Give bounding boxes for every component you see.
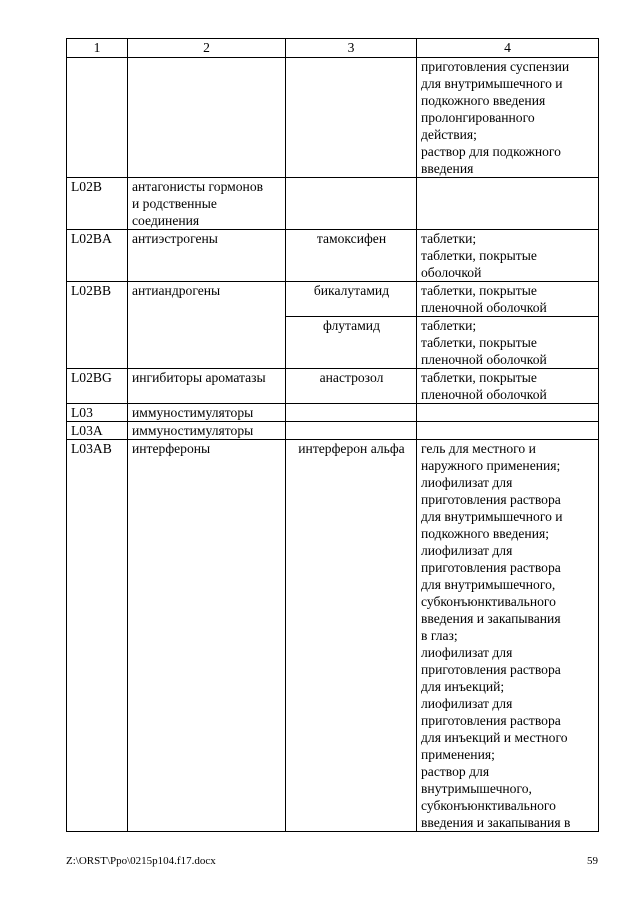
form-line: таблетки, покрытые [421, 283, 537, 298]
form-line: приготовления раствора [421, 662, 561, 677]
form-cell [417, 178, 599, 230]
form-line: подкожного введения [421, 93, 546, 108]
page-number: 59 [587, 855, 598, 867]
form-line: наружного применения; [421, 458, 561, 473]
form-line: подкожного введения; [421, 526, 550, 541]
form-line: внутримышечного, [421, 781, 532, 796]
medicines-table [66, 38, 599, 832]
drug-name: бикалутамид [313, 283, 390, 298]
atc-code-cell: L02B [67, 178, 128, 230]
group-line: иммуностимуляторы [132, 405, 254, 420]
drug-cell [286, 422, 417, 440]
atc-code-cell: L02BA [67, 230, 128, 282]
form-line: приготовления раствора [421, 492, 561, 507]
drug-cell [286, 317, 417, 369]
form-line: в глаз; [421, 628, 458, 643]
form-line: для инъекций; [421, 679, 505, 694]
form-line: оболочкой [421, 265, 482, 280]
group-cell [128, 58, 286, 178]
form-line: действия; [421, 127, 477, 142]
atc-code-cell: L03AB [67, 440, 128, 832]
form-line: введения и закапывания [421, 611, 561, 626]
group-line: ингибиторы ароматазы [132, 370, 266, 385]
drug-name: тамоксифен [316, 231, 387, 246]
form-line: приготовления раствора [421, 560, 561, 575]
form-line: введения и закапывания в [421, 815, 571, 830]
atc-code-cell: L02BG [67, 369, 128, 404]
drug-cell [286, 282, 417, 317]
form-line: раствор для подкожного [421, 144, 561, 159]
group-line: соединения [132, 213, 200, 228]
form-line: лиофилизат для [421, 645, 513, 660]
atc-code-cell: L02BB [67, 282, 128, 369]
column-header: 4 [417, 39, 599, 58]
form-line: гель для местного и [421, 441, 536, 456]
drug-cell [286, 58, 417, 178]
column-header: 1 [67, 39, 128, 58]
drug-cell [286, 404, 417, 422]
table-row [67, 178, 599, 230]
group-cell [128, 282, 286, 369]
group-line: антагонисты гормонов [132, 179, 264, 194]
drug-name: флутамид [323, 318, 380, 333]
footer-file-path: Z:\ORST\Ppo\0215p104.f17.docx [66, 855, 216, 867]
group-line: иммуностимуляторы [132, 423, 254, 438]
group-line: антиэстрогены [132, 231, 218, 246]
group-cell [128, 404, 286, 422]
table-row [67, 230, 599, 282]
atc-code-cell: L03 [67, 404, 128, 422]
drug-cell [286, 440, 417, 832]
group-cell [128, 422, 286, 440]
group-line: и родственные [132, 196, 217, 211]
form-cell [417, 282, 599, 317]
form-line: применения; [421, 747, 495, 762]
group-cell [128, 230, 286, 282]
form-line: таблетки; [421, 231, 477, 246]
drug-cell [286, 230, 417, 282]
form-cell [417, 440, 599, 832]
form-line: лиофилизат для [421, 475, 513, 490]
form-line: лиофилизат для [421, 543, 513, 558]
form-line: пленочной оболочкой [421, 352, 547, 367]
form-line: лиофилизат для [421, 696, 513, 711]
form-line: пленочной оболочкой [421, 387, 547, 402]
form-line: для внутримышечного и [421, 509, 563, 524]
column-header: 2 [128, 39, 286, 58]
drug-cell [286, 178, 417, 230]
drug-name: анастрозол [319, 370, 384, 385]
table-row [67, 440, 599, 832]
group-cell [128, 178, 286, 230]
form-line: субконъюнктивального [421, 594, 556, 609]
group-line: интерфероны [132, 441, 211, 456]
form-line: таблетки; [421, 318, 477, 333]
form-cell [417, 422, 599, 440]
drug-cell [286, 369, 417, 404]
column-header: 3 [286, 39, 417, 58]
table-row [67, 58, 599, 178]
form-line: для внутримышечного и [421, 76, 563, 91]
form-line: таблетки, покрытые [421, 335, 537, 350]
form-cell [417, 404, 599, 422]
group-line: антиандрогены [132, 283, 221, 298]
form-line: приготовления суспензии [421, 59, 570, 74]
form-cell [417, 317, 599, 369]
form-line: пленочной оболочкой [421, 300, 547, 315]
header-row [67, 39, 599, 58]
table-row [67, 369, 599, 404]
form-cell [417, 369, 599, 404]
table-row [67, 282, 599, 317]
group-cell [128, 369, 286, 404]
form-line: таблетки, покрытые [421, 248, 537, 263]
form-line: для внутримышечного, [421, 577, 556, 592]
form-line: введения [421, 161, 474, 176]
form-line: раствор для [421, 764, 490, 779]
form-line: приготовления раствора [421, 713, 561, 728]
form-line: для инъекций и местного [421, 730, 568, 745]
group-cell [128, 440, 286, 832]
form-line: субконъюнктивального [421, 798, 556, 813]
table-row [67, 422, 599, 440]
form-cell [417, 230, 599, 282]
atc-code-cell [67, 58, 128, 178]
form-cell [417, 58, 599, 178]
drug-name: интерферон альфа [298, 441, 405, 456]
table-row [67, 404, 599, 422]
atc-code-cell: L03A [67, 422, 128, 440]
form-line: пролонгированного [421, 110, 535, 125]
form-line: таблетки, покрытые [421, 370, 537, 385]
